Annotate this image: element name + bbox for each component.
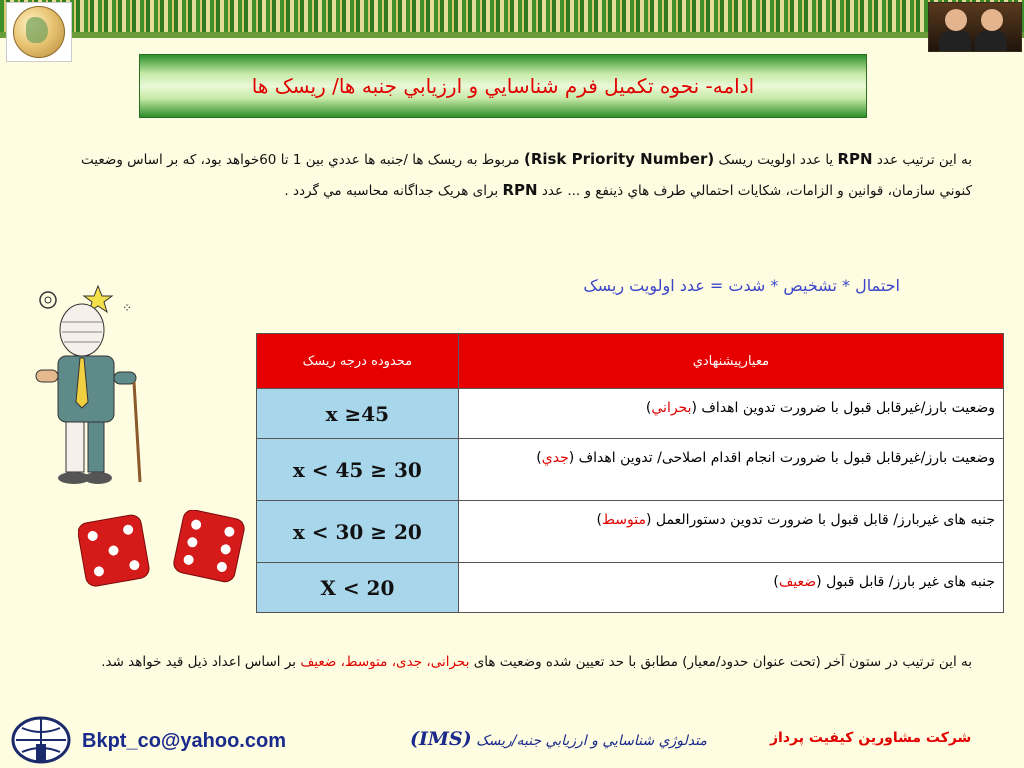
bandaged-man-illustration <box>18 282 168 492</box>
intro-text-a: به اين ترتيب عدد <box>876 152 972 168</box>
table-row <box>257 563 1004 613</box>
header-criterion: معيارپيشنهادي <box>458 334 1003 389</box>
note-levels: بحرانی، جدی، متوسط، ضعیف <box>300 654 470 670</box>
table-row <box>257 439 1004 501</box>
die-right <box>172 510 246 584</box>
level-medium: متوسط <box>602 512 646 528</box>
company-name: شركت مشاورين كيفيت پرداز <box>770 730 972 746</box>
die-left <box>78 513 151 587</box>
criterion-cell: وضعيت بارز/غيرقابل قبول با ضرورت تدوين اهداف (بحراني) <box>458 389 1003 439</box>
level-serious: جدي <box>541 450 569 466</box>
people-photo <box>928 2 1022 52</box>
range-cell: 30 ≤ x < 45 <box>257 439 459 501</box>
range-cell: X < 20 <box>257 563 459 613</box>
intro-text-b: يا عدد اولويت ریسک <box>718 152 834 168</box>
footer-ims <box>410 728 707 750</box>
note-text-1: به اين ترتيب در ستون آخر (تحت عنوان حدود/معيار) مطابق با حد تعيين شده وضعيت های <box>473 654 972 670</box>
table-row <box>257 501 1004 563</box>
intro-text-d: برای هریک جداگانه محاسبه مي گردد . <box>284 183 499 199</box>
rpn-full-term: (Risk Priority Number) <box>523 150 715 168</box>
globe-icon <box>13 6 65 58</box>
header-range: محدوده درجه ریسک <box>257 334 459 389</box>
ims-code: (IMS) <box>410 728 472 750</box>
range-cell: 20 ≤ x < 30 <box>257 501 459 563</box>
top-decorative-band <box>0 0 1024 38</box>
rpn-formula: احتمال * تشخیص * شدت = عدد اولويت ریسک <box>583 276 900 295</box>
table-header-row <box>257 334 1004 389</box>
intro-text-c: مربوط به ریسک ها /جنبه ها عددي بين 1 تا 60خواهد بود، كه بر اساس وضعيت كنوني سازمان، قوانين و الزامات، شكايات احتمالي طرف هاي ذينفع و ... عدد <box>81 152 972 199</box>
intro-paragraph <box>60 144 972 206</box>
note-paragraph <box>50 644 972 680</box>
criterion-cell: جنبه های غیر بارز/ قابل قبول (ضعیف) <box>458 563 1003 613</box>
contact-email[interactable]: Bkpt_co@yahoo.com <box>82 730 286 752</box>
range-cell: x ≥45 <box>257 389 459 439</box>
level-critical: بحراني <box>651 400 692 416</box>
globe-logo <box>6 2 72 62</box>
svg-text:⁘: ⁘ <box>122 301 133 315</box>
company-logo-icon <box>10 716 72 764</box>
note-text-2: بر اساس اعداد ذيل قيد خواهد شد. <box>101 654 297 670</box>
slide-title: ادامه- نحوه تكميل فرم شناسايي و ارزيابي جنبه ها/ ریسک ها <box>251 74 755 98</box>
criterion-cell: جنبه های غیربارز/ قابل قبول با ضرورت تدوين دستورالعمل (متوسط) <box>458 501 1003 563</box>
rpn-term-2: RPN <box>502 181 538 199</box>
level-weak: ضعیف <box>778 574 817 590</box>
rpn-term: RPN <box>837 150 873 168</box>
criterion-cell: وضعيت بارز/غيرقابل قبول با ضرورت انجام اقدام اصلاحی/ تدوين اهداف (جدي) <box>458 439 1003 501</box>
slide-title-bar <box>139 54 867 118</box>
rpn-table <box>256 333 1004 613</box>
table-row <box>257 389 1004 439</box>
ims-text: متدلوژي شناسايي و ارزيابي جنبه/ریسک <box>476 733 707 749</box>
dice-illustration <box>78 510 248 590</box>
